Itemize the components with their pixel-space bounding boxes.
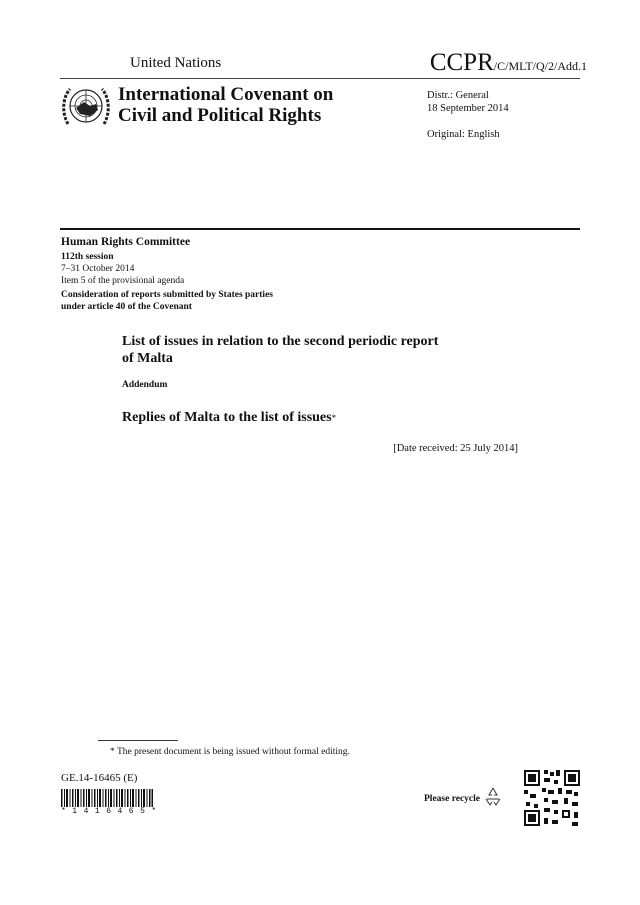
issue-date: 18 September 2014 xyxy=(427,103,509,114)
agenda-consideration xyxy=(61,289,273,313)
treaty-title xyxy=(118,84,333,126)
footnote-rule xyxy=(98,740,178,741)
agenda-item: Item 5 of the provisional agenda xyxy=(61,276,185,286)
barcode-icon xyxy=(61,789,153,807)
organization-name: United Nations xyxy=(130,55,222,71)
section-rule xyxy=(60,228,580,230)
qr-code-icon xyxy=(524,770,580,826)
document-title xyxy=(122,333,502,367)
symbol-main: CCPR xyxy=(429,49,494,76)
addendum-label: Addendum xyxy=(122,380,168,390)
title-line-1: International Covenant on xyxy=(118,84,334,105)
recycle-icon xyxy=(482,785,504,807)
document-symbol xyxy=(430,49,587,77)
document-title-line-1: List of issues in relation to the second periodic report xyxy=(122,334,439,349)
footnote: * The present document is being issued without formal editing. xyxy=(110,747,350,757)
doc-number: GE.14-16465 (E) xyxy=(61,772,138,784)
session-dates: 7–31 October 2014 xyxy=(61,264,135,274)
header-rule xyxy=(60,78,580,79)
replies-title-text: Replies of Malta to the list of issues xyxy=(122,410,332,425)
session: 112th session xyxy=(61,252,114,262)
replies-title xyxy=(122,410,336,426)
consideration-line-1: Consideration of reports submitted by States parties xyxy=(61,290,273,300)
distribution: Distr.: General xyxy=(427,90,489,101)
original-language: Original: English xyxy=(427,129,500,140)
date-received: [Date received: 25 July 2014] xyxy=(393,443,518,454)
committee-name: Human Rights Committee xyxy=(61,236,191,248)
consideration-line-2: under article 40 of the Covenant xyxy=(61,302,192,312)
document-title-line-2: of Malta xyxy=(122,351,173,366)
un-emblem-icon xyxy=(60,84,112,128)
recycle-label: Please recycle xyxy=(424,794,480,804)
symbol-suffix: /C/MLT/Q/2/Add.1 xyxy=(493,59,587,73)
footnote-marker[interactable]: * xyxy=(331,413,337,423)
title-line-2: Civil and Political Rights xyxy=(118,105,322,126)
distribution-block xyxy=(427,89,509,115)
barcode-number: *1416465* xyxy=(61,807,163,816)
